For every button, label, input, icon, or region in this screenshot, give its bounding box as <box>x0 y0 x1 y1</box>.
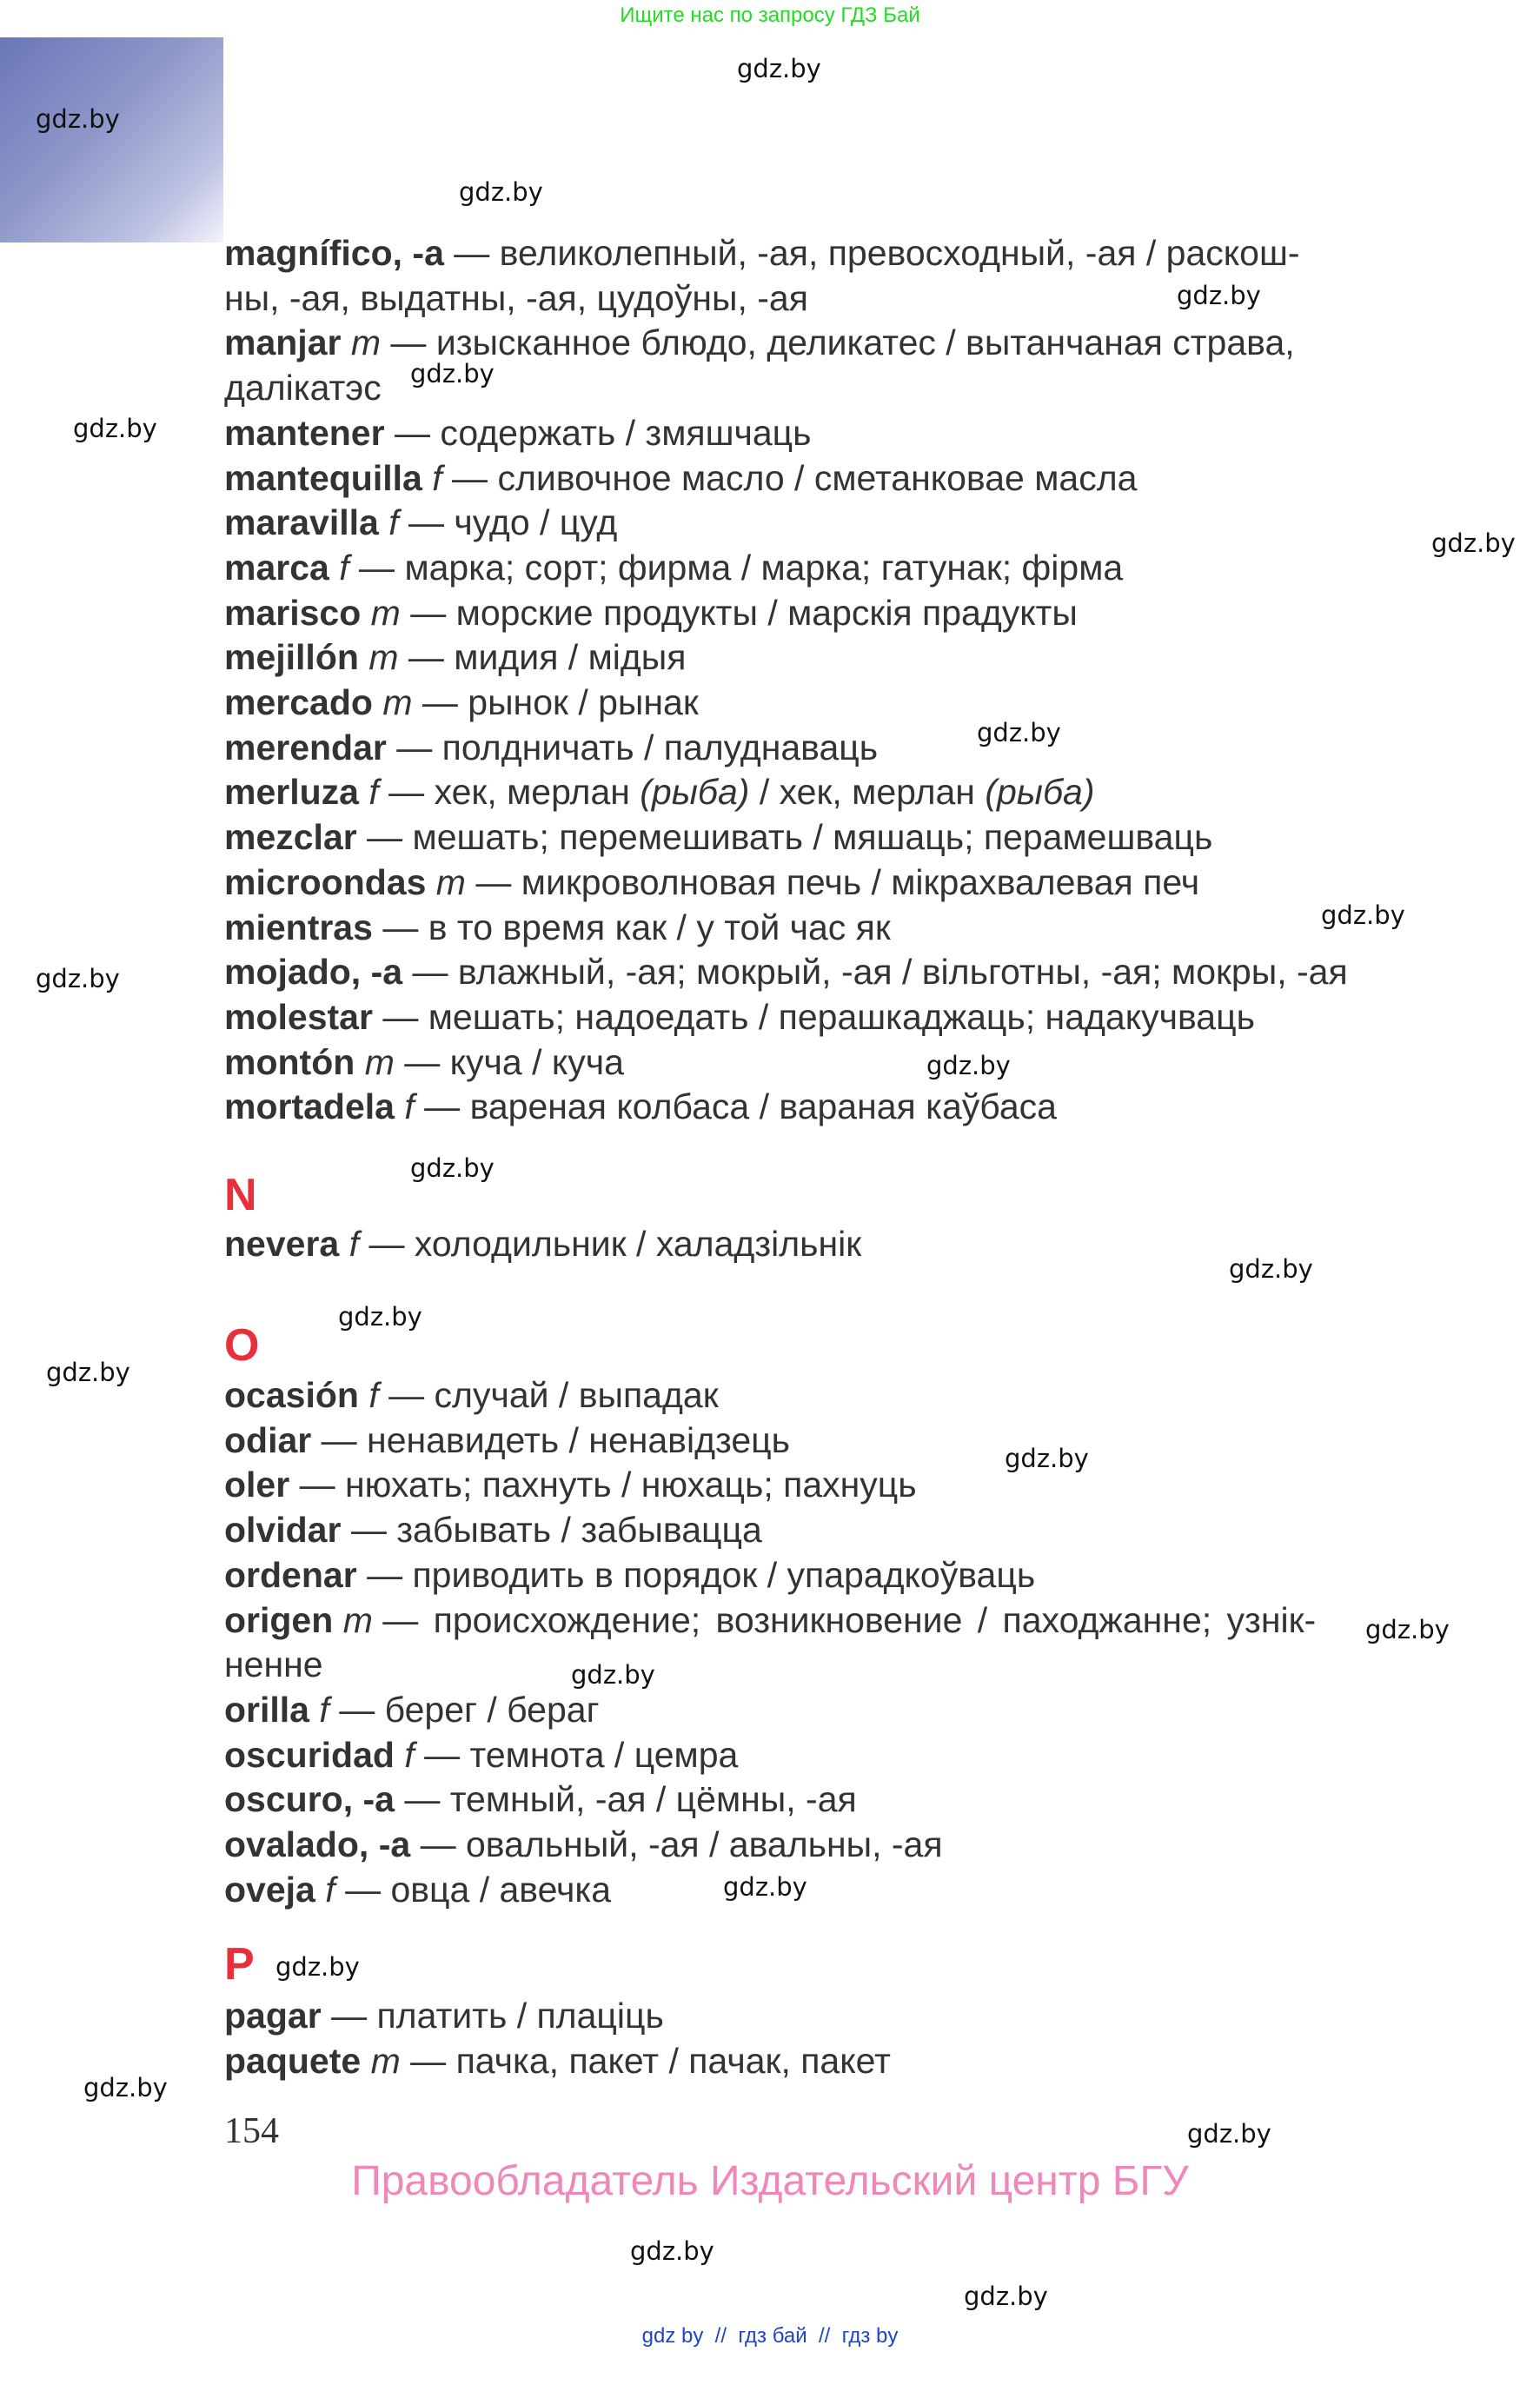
headword: marca <box>224 547 329 588</box>
headword: mojado, -a <box>224 952 403 993</box>
definition: — овальный, -ая / авальны, -ая <box>420 1824 943 1865</box>
headword: origen <box>224 1599 334 1640</box>
definition: — вареная колбаса / вараная каўбаса <box>424 1086 1057 1127</box>
definition: — содержать / змяшчаць <box>394 412 812 453</box>
headword: nevera <box>224 1224 340 1264</box>
watermark: gdz.by <box>926 1051 1011 1080</box>
headword: oscuridad <box>224 1734 395 1775</box>
definition: — марка; сорт; фирма / марка; гатунак; фірма <box>359 547 1124 588</box>
gender-marker: f <box>348 1224 360 1264</box>
watermark: gdz.by <box>737 54 821 83</box>
headword: oveja <box>224 1869 315 1910</box>
watermark: gdz.by <box>83 2073 168 2103</box>
dictionary-entry <box>224 321 1371 410</box>
gender-marker: m <box>350 322 382 363</box>
dictionary-entry <box>224 501 1371 546</box>
dictionary-entry <box>224 1688 1371 1733</box>
definition: — великолепный, -ая, превосходный, -ая / раскош- <box>454 233 1300 273</box>
gender-marker: m <box>342 1599 373 1640</box>
definition: — мешать; надоедать / перашкаджаць; надакучваць <box>382 996 1255 1037</box>
definition: — изысканное блюдо, деликатес / вытанчаная страва, <box>390 322 1295 363</box>
gender-marker: f <box>404 1086 415 1127</box>
watermark: gdz.by <box>36 104 120 134</box>
headword: orilla <box>224 1689 309 1730</box>
dictionary-section-m <box>224 231 1371 1130</box>
gender-marker: f <box>368 1375 379 1415</box>
dictionary-entry <box>224 1598 1371 1688</box>
watermark: gdz.by <box>1187 2119 1271 2149</box>
definition-continued: ны, -ая, выдатны, -ая, цудоўны, -ая <box>224 277 808 318</box>
watermark: gdz.by <box>977 718 1061 747</box>
definition: — морские продукты / марскія прадукты <box>410 592 1078 633</box>
watermark: gdz.by <box>1431 528 1516 558</box>
dictionary-entry <box>224 995 1371 1040</box>
definition: — холодильник / халадзільнік <box>368 1224 862 1264</box>
dictionary-entry <box>224 726 1371 771</box>
dictionary-entry <box>224 860 1371 906</box>
gender-marker: f <box>368 772 379 813</box>
headword: ovalado, -a <box>224 1824 411 1865</box>
gender-marker: m <box>368 637 399 678</box>
dictionary-entry <box>224 1373 1371 1418</box>
watermark: gdz.by <box>1229 1254 1313 1284</box>
gender-marker: f <box>388 502 399 543</box>
dictionary-entry <box>224 681 1371 726</box>
dictionary-entry <box>224 770 1371 815</box>
headword: montón <box>224 1041 355 1082</box>
dictionary-entry <box>224 1040 1371 1086</box>
dictionary-entry <box>224 456 1371 502</box>
headword: mezclar <box>224 817 357 858</box>
headword: manjar <box>224 322 342 363</box>
dictionary-entry <box>224 1994 1371 2039</box>
footer-links[interactable]: gdz by // гдз бай // гдз by <box>641 2324 899 2348</box>
dictionary-entry <box>224 906 1371 951</box>
definition: — забывать / забывацца <box>350 1510 762 1551</box>
definition: — нюхать; пахнуть / нюхаць; пахнуць <box>299 1465 917 1505</box>
watermark: gdz.by <box>1321 900 1405 930</box>
headword: pagar <box>224 1996 322 2036</box>
gender-marker: m <box>435 861 466 902</box>
watermark: gdz.by <box>73 414 157 443</box>
dictionary-entry <box>224 1823 1371 1868</box>
page-number: 154 <box>224 2111 279 2151</box>
definition: — платить / плаціць <box>331 1996 664 2036</box>
corner-gradient-block <box>0 37 223 242</box>
dictionary-entry <box>224 1508 1371 1553</box>
headword: merendar <box>224 727 387 767</box>
watermark: gdz.by <box>46 1358 130 1387</box>
headword: maravilla <box>224 502 379 543</box>
definition: — происхождение; возникновение / паходжанне; узнік- <box>382 1599 1317 1640</box>
gender-marker: f <box>319 1689 329 1730</box>
dictionary-entry <box>224 950 1371 995</box>
watermark: gdz.by <box>459 177 543 207</box>
watermark: gdz.by <box>410 1153 495 1183</box>
definition-note: (рыба) <box>640 772 750 813</box>
definition: — куча / куча <box>404 1041 624 1082</box>
definition: — берег / бераг <box>339 1689 600 1730</box>
headword: mientras <box>224 907 373 947</box>
watermark: gdz.by <box>275 1952 360 1982</box>
top-banner: Ищите нас по запросу ГДЗ Бай <box>620 3 920 27</box>
dictionary-entry <box>224 815 1371 860</box>
dictionary-entry <box>224 1463 1371 1508</box>
headword: mercado <box>224 682 373 723</box>
headword: olvidar <box>224 1510 342 1551</box>
definition: — овца / авечка <box>345 1869 612 1910</box>
definition-continued: ненне <box>224 1644 323 1685</box>
definition: — темный, -ая / цёмны, -ая <box>404 1779 857 1820</box>
headword: oler <box>224 1465 290 1505</box>
definition: — пачка, пакет / пачак, пакет <box>410 2040 891 2081</box>
headword: mantener <box>224 412 385 453</box>
watermark: gdz.by <box>338 1302 422 1332</box>
gender-marker: f <box>432 457 442 498</box>
definition: — мидия / мідыя <box>408 637 687 678</box>
gender-marker: m <box>370 592 401 633</box>
definition: — темнота / цемра <box>424 1734 739 1775</box>
headword: paquete <box>224 2040 362 2081</box>
definition-continued: далікатэс <box>224 368 382 409</box>
headword: mejillón <box>224 637 359 678</box>
dictionary-entry <box>224 1553 1371 1598</box>
definition: — влажный, -ая; мокрый, -ая / вільготны, -ая; мокры, -ая <box>412 952 1348 993</box>
dictionary-entry <box>224 635 1371 681</box>
dictionary-entry <box>224 411 1371 456</box>
dictionary-section-p <box>224 1994 1371 2083</box>
headword: merluza <box>224 772 359 813</box>
gender-marker: f <box>339 547 349 588</box>
headword: odiar <box>224 1419 312 1460</box>
watermark: gdz.by <box>1005 1444 1089 1473</box>
dictionary-section-n <box>224 1222 1371 1267</box>
definition: — в то время как / у той час як <box>382 907 891 947</box>
headword: mantequilla <box>224 457 422 498</box>
definition: / хек, мерлан <box>749 772 986 813</box>
headword: microondas <box>224 861 427 902</box>
rights-holder-notice: Правообладатель Издательский центр БГУ <box>351 2158 1189 2204</box>
watermark: gdz.by <box>1365 1615 1450 1644</box>
gender-marker: f <box>325 1869 335 1910</box>
headword: magnífico, -a <box>224 233 444 273</box>
watermark: gdz.by <box>571 1660 655 1690</box>
headword: marisco <box>224 592 362 633</box>
watermark: gdz.by <box>36 964 120 993</box>
definition: — чудо / цуд <box>408 502 618 543</box>
section-letter-p: P <box>224 1939 255 1990</box>
definition: — приводить в порядок / упарадкоўваць <box>367 1554 1036 1595</box>
definition: — полдничать / палуднаваць <box>396 727 879 767</box>
definition: — случай / выпадак <box>388 1375 719 1415</box>
definition: — хек, мерлан <box>388 772 641 813</box>
dictionary-entry <box>224 1777 1371 1823</box>
dictionary-section-o <box>224 1373 1371 1912</box>
headword: oscuro, -a <box>224 1779 395 1820</box>
headword: mortadela <box>224 1086 395 1127</box>
dictionary-entry <box>224 231 1371 321</box>
watermark: gdz.by <box>1177 281 1261 310</box>
watermark: gdz.by <box>630 2236 714 2266</box>
dictionary-entry <box>224 1733 1371 1778</box>
gender-marker: m <box>382 682 413 723</box>
section-letter-o: O <box>224 1320 260 1371</box>
headword: ocasión <box>224 1375 359 1415</box>
definition-note: (рыба) <box>985 772 1095 813</box>
dictionary-entry <box>224 1085 1371 1130</box>
definition: — сливочное масло / сметанковае масла <box>452 457 1138 498</box>
watermark: gdz.by <box>964 2282 1048 2311</box>
gender-marker: m <box>364 1041 395 1082</box>
section-letter-n: N <box>224 1170 257 1220</box>
definition: — рынок / рынак <box>422 682 699 723</box>
headword: ordenar <box>224 1554 357 1595</box>
dictionary-entry <box>224 2039 1371 2084</box>
dictionary-entry <box>224 1222 1371 1267</box>
gender-marker: f <box>404 1734 415 1775</box>
dictionary-entry <box>224 591 1371 636</box>
definition: — ненавидеть / ненавідзець <box>321 1419 790 1460</box>
dictionary-entry <box>224 1418 1371 1464</box>
dictionary-entry <box>224 546 1371 591</box>
watermark: gdz.by <box>410 359 495 389</box>
definition: — мешать; перемешивать / мяшаць; перамешваць <box>367 817 1213 858</box>
headword: molestar <box>224 996 373 1037</box>
watermark: gdz.by <box>723 1872 807 1902</box>
dictionary-entry <box>224 1868 1371 1913</box>
definition: — микроволновая печь / мікрахвалевая печ <box>475 861 1200 902</box>
gender-marker: m <box>370 2040 401 2081</box>
